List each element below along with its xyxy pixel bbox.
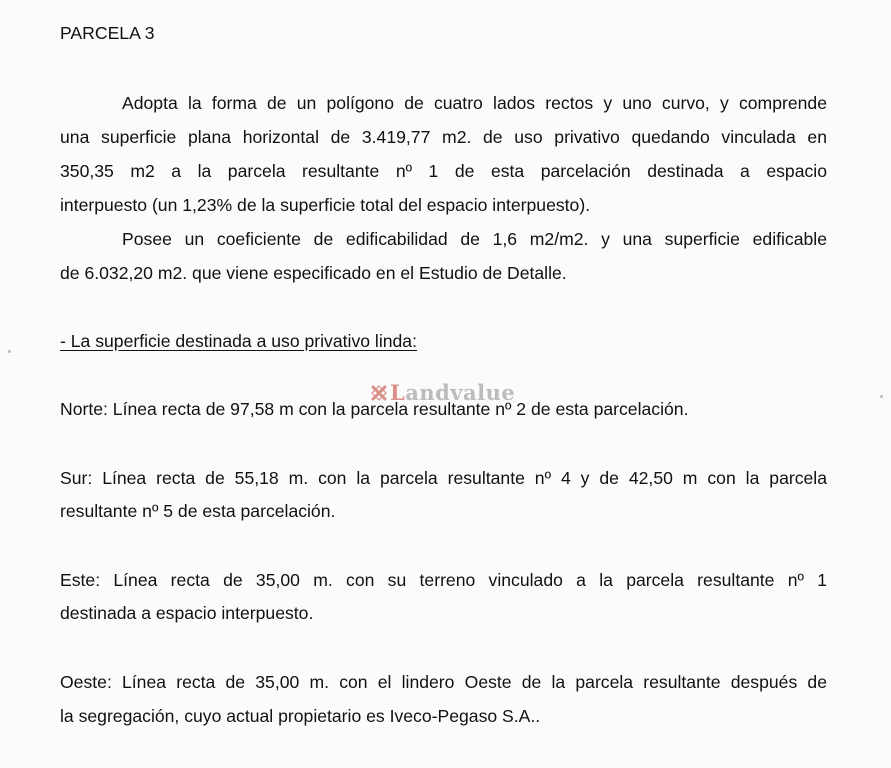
intro-line-5: Posee un coeficiente de edificabilidad de 1,6 m2/m2. y una superficie edificable xyxy=(122,229,827,249)
intro-line-6: de 6.032,20 m2. que viene especificado en el Estudio de Detalle. xyxy=(60,263,567,283)
landvalue-watermark xyxy=(370,380,515,405)
landvalue-logo-icon xyxy=(370,384,388,402)
boundary-oeste-line-1: Oeste: Línea recta de 35,00 m. con el lindero Oeste de la parcela resultante después de xyxy=(60,672,827,692)
boundary-norte: Norte: Línea recta de 97,58 m con la parcela resultante nº 2 de esta parcelación. xyxy=(60,399,689,419)
intro-line-4: interpuesto (un 1,23% de la superficie total del espacio interpuesto). xyxy=(60,195,591,215)
scan-speck xyxy=(8,350,11,353)
boundary-sur-line-2: resultante nº 5 de esta parcelación. xyxy=(60,501,336,521)
intro-line-1: Adopta la forma de un polígono de cuatro lados rectos y uno curvo, y comprende xyxy=(122,93,827,113)
boundaries-subheading: - La superficie destinada a uso privativo linda: xyxy=(60,331,417,351)
intro-line-2: una superficie plana horizontal de 3.419,77 m2. de uso privativo quedando vinculada en xyxy=(60,127,827,147)
boundary-sur-line-1: Sur: Línea recta de 55,18 m. con la parcela resultante nº 4 y de 42,50 m con la parcela xyxy=(60,468,827,488)
boundary-este-line-1: Este: Línea recta de 35,00 m. con su terreno vinculado a la parcela resultante nº 1 xyxy=(60,570,827,590)
parcel-title: PARCELA 3 xyxy=(60,23,155,43)
boundary-este-line-2: destinada a espacio interpuesto. xyxy=(60,603,314,623)
boundary-oeste-line-2: la segregación, cuyo actual propietario es Iveco-Pegaso S.A.. xyxy=(60,706,541,726)
scan-speck xyxy=(880,395,883,398)
watermark-text: Landvalue xyxy=(390,380,516,405)
intro-line-3: 350,35 m2 a la parcela resultante nº 1 de esta parcelación destinada a espacio xyxy=(60,161,827,181)
